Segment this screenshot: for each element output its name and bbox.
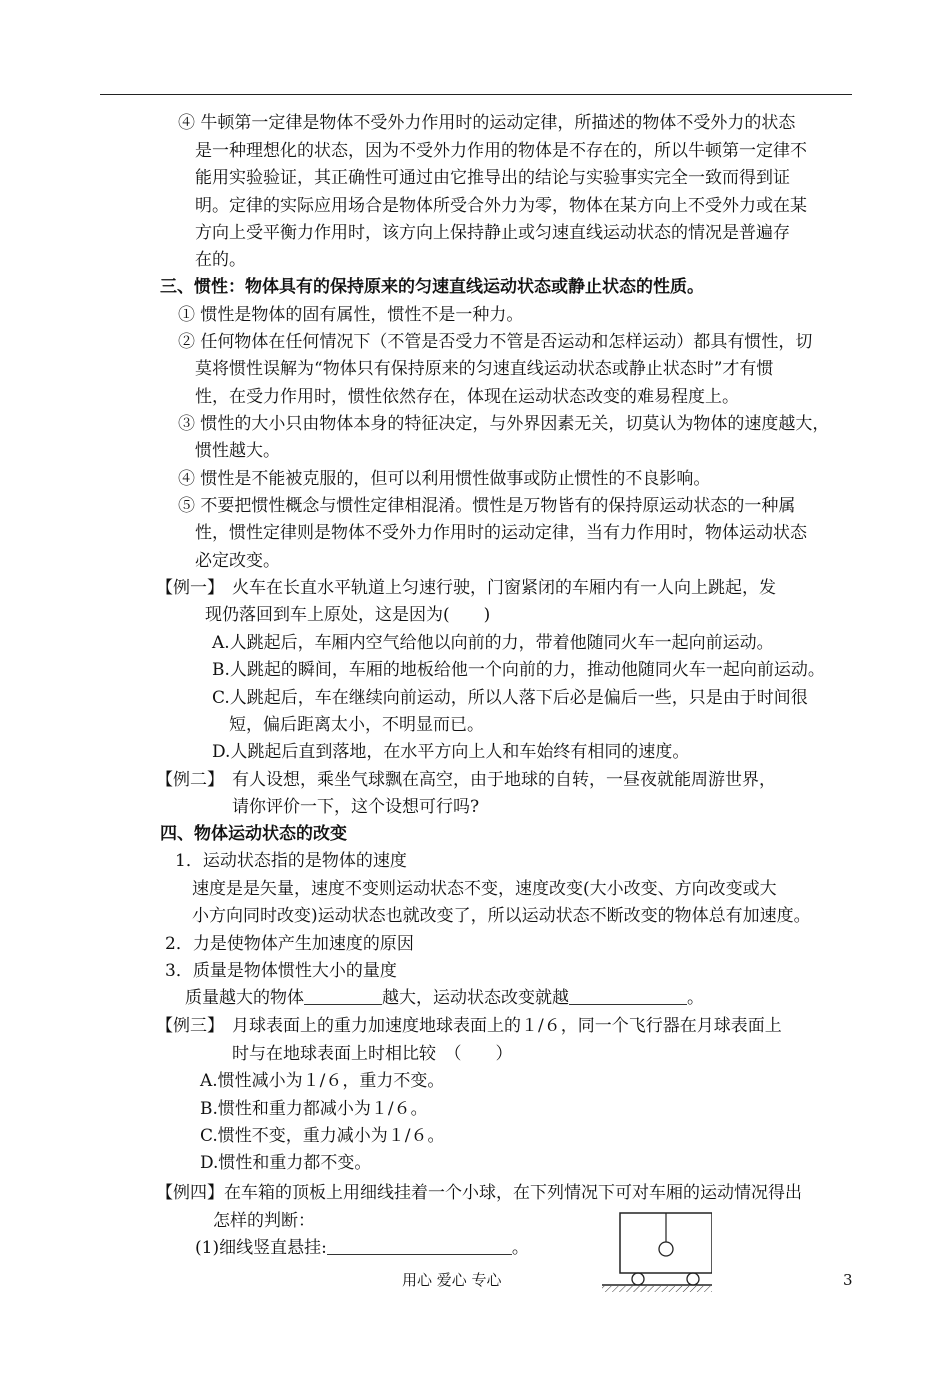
- paragraph-line: 性，在受力作用时，惯性依然存在，体现在运动状态改变的难易程度上。: [195, 387, 739, 407]
- section-heading-motion-change: 四、物体运动状态的改变: [160, 824, 347, 844]
- example-1-label: 【例一】: [156, 578, 224, 598]
- paragraph-line: 方向上受平衡力作用时，该方向上保持静止或匀速直线运动状态的情况是普遍存: [195, 223, 790, 243]
- paragraph-line: 明。定律的实际应用场合是物体所受合外力为零，物体在某方向上不受外力或在某: [195, 196, 807, 216]
- paragraph-line: 必定改变。: [195, 551, 280, 571]
- example-3-option-d: D.惯性和重力都不变。: [200, 1153, 372, 1173]
- example-4-label: 【例四】: [156, 1183, 224, 1203]
- paragraph-line: 能用实验验证，其正确性可通过由它推导出的结论与实验事实完全一致而得到证: [195, 168, 790, 188]
- example-1-option-a: A.人跳起后，车厢内空气给他以向前的力，带着他随同火车一起向前运动。: [212, 633, 774, 653]
- fill-text-end: 。: [687, 988, 704, 1008]
- question-1-end: 。: [511, 1238, 529, 1258]
- paragraph-line: 1．运动状态指的是物体的速度: [175, 851, 407, 871]
- fill-text-b: 越大，运动状态改变就越: [382, 988, 569, 1008]
- answer-blank-1[interactable]: [304, 988, 382, 1005]
- paragraph-line: 小方向同时改变)运动状态也就改变了，所以运动状态不断改变的物体总有加速度。: [192, 906, 811, 926]
- fill-text-a: 质量越大的物体: [185, 988, 304, 1008]
- example-1-text: 现仍落回到车上原处，这是因为( ): [205, 605, 491, 625]
- example-1-option-c-cont: 短，偏后距离太小，不明显而已。: [229, 715, 484, 735]
- example-2-text: 请你评价一下，这个设想可行吗?: [232, 797, 480, 817]
- page-number: 3: [843, 1271, 853, 1289]
- example-2-text: 有人设想，乘坐气球飘在高空，由于地球的自转，一昼夜就能周游世界，: [232, 770, 776, 790]
- paragraph-line: 速度是是矢量，速度不变则运动状态不变，速度改变(大小改变、方向改变或大: [192, 879, 777, 899]
- paragraph-line: ③ 惯性的大小只由物体本身的特征决定，与外界因素无关，切莫认为物体的速度越大，: [178, 414, 830, 434]
- paragraph-line: ① 惯性是物体的固有属性，惯性不是一种力。: [178, 305, 524, 325]
- example-4-text: 怎样的判断：: [213, 1211, 315, 1231]
- paragraph-line: 2．力是使物体产生加速度的原因: [165, 934, 414, 954]
- example-3-text: 时与在地球表面上时相比较 （ ）: [232, 1044, 513, 1064]
- answer-blank-3[interactable]: [327, 1238, 512, 1255]
- wheel-icon: [632, 1273, 644, 1285]
- paragraph-line: 在的。: [195, 250, 246, 270]
- example-3-label: 【例三】: [156, 1016, 224, 1036]
- paragraph-line: ② 任何物体在任何情况下（不管是否受力不管是否运动和怎样运动）都具有惯性，切: [178, 332, 813, 352]
- example-4-text: 在车箱的顶板上用细线挂着一个小球，在下列情况下可对车厢的运动情况得出: [224, 1183, 802, 1203]
- paragraph-line: 性，惯性定律则是物体不受外力作用时的运动定律，当有力作用时，物体运动状态: [195, 523, 807, 543]
- answer-blank-2[interactable]: [569, 988, 687, 1005]
- paragraph-line: 惯性越大。: [195, 441, 280, 461]
- ball-icon: [659, 1242, 673, 1256]
- fill-in-sentence: [185, 988, 704, 1008]
- example-1-option-d: D.人跳起后直到落地，在水平方向上人和车始终有相同的速度。: [212, 742, 690, 762]
- section-heading-inertia: 三、惯性：物体具有的保持原来的匀速直线运动状态或静止状态的性质。: [160, 277, 704, 297]
- paragraph-line: ④ 惯性是不能被克服的，但可以利用惯性做事或防止惯性的不良影响。: [178, 469, 711, 489]
- example-3-option-b: B.惯性和重力都减小为１/６。: [200, 1099, 428, 1119]
- paragraph-line: ⑤ 不要把惯性概念与惯性定律相混淆。惯性是万物皆有的保持原运动状态的一种属: [178, 496, 796, 516]
- example-3-option-a: A.惯性减小为１/６，重力不变。: [200, 1071, 445, 1091]
- example-4-question-1: [195, 1238, 529, 1258]
- example-2-label: 【例二】: [156, 770, 224, 790]
- paragraph-line: 是一种理想化的状态，因为不受外力作用的物体是不存在的，所以牛顿第一定律不: [195, 141, 807, 161]
- paragraph-line: ④ 牛顿第一定律是物体不受外力作用时的运动定律，所描述的物体不受外力的状态: [178, 113, 796, 133]
- train-car-diagram: [600, 1212, 712, 1296]
- example-1-text: 火车在长直水平轨道上匀速行驶，门窗紧闭的车厢内有一人向上跳起，发: [232, 578, 776, 598]
- paragraph-line: 3．质量是物体惯性大小的量度: [165, 961, 397, 981]
- header-rule: [100, 94, 852, 95]
- example-1-option-c: C.人跳起后，车在继续向前运动，所以人落下后必是偏后一些，只是由于时间很: [212, 688, 808, 708]
- ground-hatching: [602, 1286, 712, 1292]
- footer-motto: 用心 爱心 专心: [402, 1271, 502, 1289]
- question-1-text: (1)细线竖直悬挂:: [195, 1238, 327, 1258]
- example-3-text: 月球表面上的重力加速度地球表面上的１/６，同一个飞行器在月球表面上: [232, 1016, 782, 1036]
- paragraph-line: 莫将惯性误解为“物体只有保持原来的匀速直线运动状态或静止状态时”才有惯: [195, 359, 774, 379]
- wheel-icon: [687, 1273, 699, 1285]
- example-1-option-b: B.人跳起的瞬间，车厢的地板给他一个向前的力，推动他随同火车一起向前运动。: [212, 660, 825, 680]
- example-3-option-c: C.惯性不变，重力减小为１/６。: [200, 1126, 445, 1146]
